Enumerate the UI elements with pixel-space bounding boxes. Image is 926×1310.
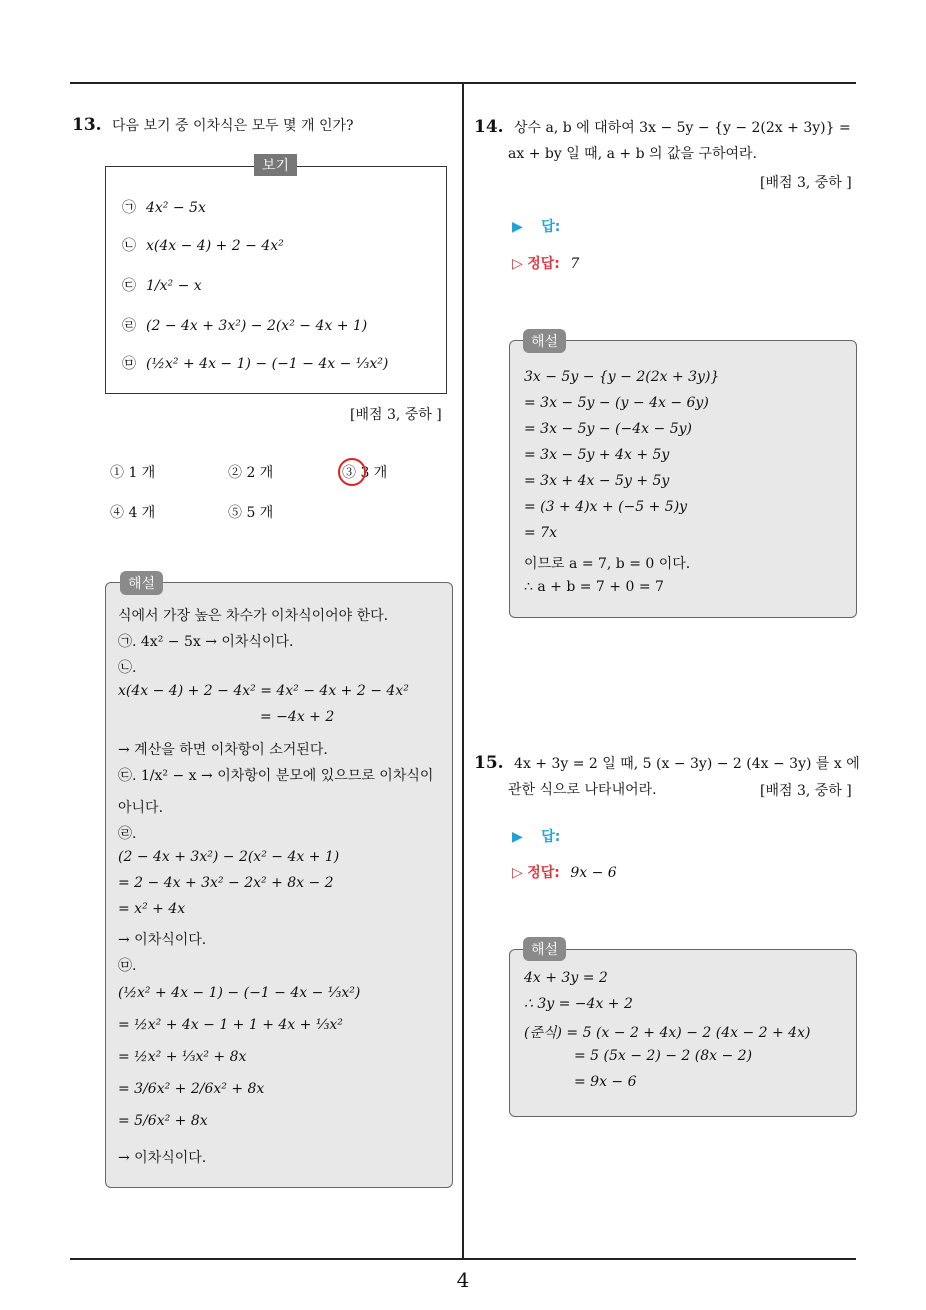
correct-answer-row <box>512 862 617 882</box>
solution-line: ∴ a + b = 7 + 0 = 7 <box>524 579 664 595</box>
correct-value: 7 <box>570 256 580 272</box>
outline-play-icon: ▷ <box>512 256 523 272</box>
question-text-line2: ax + by 일 때, a + b 의 값을 구하여라. <box>508 146 758 162</box>
solution-line: = ½x² + 4x − 1 + 1 + 4x + ⅓x² <box>118 1017 343 1033</box>
solution-line: 4x + 3y = 2 <box>524 970 608 986</box>
bogi-item: ㉠ 4x² − 5x <box>122 200 206 216</box>
selected-answer-mark <box>338 458 366 486</box>
correct-answer-row <box>512 253 579 273</box>
question-text-line1: 4x + 3y = 2 일 때, 5 (x − 3y) − 2 (4x − 3y) 를 x 에 <box>514 756 860 772</box>
question-13 <box>72 112 354 139</box>
answer-row <box>512 826 560 846</box>
solution-box-15 <box>509 949 857 1117</box>
score: [배점 3, 중하 ] <box>350 407 442 423</box>
answer-row <box>512 216 560 236</box>
bottom-rule <box>70 1258 856 1260</box>
choice-5[interactable]: ⑤ 5 개 <box>228 505 274 521</box>
solution-line: → 이차식이다. <box>118 932 207 948</box>
solution-line: ∴ 3y = −4x + 2 <box>524 996 633 1012</box>
correct-label: 정답: <box>527 256 560 272</box>
question-text-line2: 관한 식으로 나타내어라. <box>508 782 657 798</box>
solution-line: x(4x − 4) + 2 − 4x² = 4x² − 4x + 2 − 4x² <box>118 683 409 699</box>
solution-line: = −4x + 2 <box>260 709 335 725</box>
bogi-item: ㉢ 1/x² − x <box>122 278 202 294</box>
solution-line: = 2 − 4x + 3x² − 2x² + 8x − 2 <box>118 875 334 891</box>
question-number: 14. <box>474 117 504 137</box>
solution-line: ㉢. 1/x² − x → 이차항이 분모에 있으므로 이차식이 <box>118 768 434 784</box>
choice-1[interactable]: ① 1 개 <box>110 465 156 481</box>
question-text-line1: 상수 a, b 에 대하여 3x − 5y − {y − 2(2x + 3y)} = <box>514 120 851 136</box>
solution-line: → 계산을 하면 이차항이 소거된다. <box>118 742 328 758</box>
solution-line: = ½x² + ⅓x² + 8x <box>118 1049 247 1065</box>
solution-line: = 3x + 4x − 5y + 5y <box>524 473 670 489</box>
solution-line: ㉠. 4x² − 5x → 이차식이다. <box>118 634 294 650</box>
page-number: 4 <box>456 1268 470 1292</box>
solution-line: = 3/6x² + 2/6x² + 8x <box>118 1081 265 1097</box>
solution-line: = 9x − 6 <box>574 1074 637 1090</box>
question-text: 다음 보기 중 이차식은 모두 몇 개 인가? <box>112 118 354 134</box>
question-number: 15. <box>474 753 504 773</box>
play-icon: ▶ <box>512 219 523 235</box>
solution-label: 해설 <box>523 937 566 961</box>
solution-line: (½x² + 4x − 1) − (−1 − 4x − ⅓x²) <box>118 985 361 1001</box>
solution-line: = x² + 4x <box>118 901 186 917</box>
solution-line: ㉣. <box>118 826 137 842</box>
solution-line: → 이차식이다. <box>118 1150 207 1166</box>
bogi-item: ㉡ x(4x − 4) + 2 − 4x² <box>122 238 284 254</box>
solution-label: 해설 <box>120 571 163 595</box>
question-14 <box>474 114 860 167</box>
bogi-label: 보기 <box>254 154 297 176</box>
solution-box-13 <box>105 582 453 1188</box>
solution-line: = 5 (5x − 2) − 2 (8x − 2) <box>574 1048 753 1064</box>
choice-3[interactable]: ③ 3 개 <box>342 465 388 481</box>
correct-label: 정답: <box>527 865 560 881</box>
choice-4[interactable]: ④ 4 개 <box>110 505 156 521</box>
solution-line: (2 − 4x + 3x²) − 2(x² − 4x + 1) <box>118 849 340 865</box>
solution-line: = 3x − 5y − (−4x − 5y) <box>524 421 692 437</box>
solution-line: = (3 + 4)x + (−5 + 5)y <box>524 499 688 515</box>
solution-line: ㉡. <box>118 660 137 676</box>
choice-2[interactable]: ② 2 개 <box>228 465 274 481</box>
solution-line: 아니다. <box>118 800 164 816</box>
solution-line: 3x − 5y − {y − 2(2x + 3y)} <box>524 369 720 385</box>
solution-line: = 3x − 5y + 4x + 5y <box>524 447 670 463</box>
solution-line: ㉤. <box>118 958 137 974</box>
solution-line: 식에서 가장 높은 차수가 이차식이어야 한다. <box>118 608 389 624</box>
score: [배점 3, 중하 ] <box>760 783 852 799</box>
outline-play-icon: ▷ <box>512 865 523 881</box>
solution-line: = 5/6x² + 8x <box>118 1113 208 1129</box>
bogi-box <box>105 166 447 394</box>
play-icon: ▶ <box>512 829 523 845</box>
solution-line: = 3x − 5y − (y − 4x − 6y) <box>524 395 709 411</box>
answer-label: 답: <box>541 219 561 235</box>
question-number: 13. <box>72 115 102 135</box>
solution-label: 해설 <box>523 329 566 353</box>
solution-line: = 7x <box>524 525 557 541</box>
score: [배점 3, 중하 ] <box>760 175 852 191</box>
correct-value: 9x − 6 <box>570 865 617 881</box>
solution-line: (준식) = 5 (x − 2 + 4x) − 2 (4x − 2 + 4x) <box>524 1025 811 1041</box>
solution-box-14 <box>509 340 857 618</box>
bogi-item: ㉤ (½x² + 4x − 1) − (−1 − 4x − ⅓x²) <box>122 356 389 372</box>
solution-line: 이므로 a = 7, b = 0 이다. <box>524 556 691 572</box>
answer-label: 답: <box>541 829 561 845</box>
bogi-item: ㉣ (2 − 4x + 3x²) − 2(x² − 4x + 1) <box>122 318 368 334</box>
column-divider <box>462 84 464 1258</box>
